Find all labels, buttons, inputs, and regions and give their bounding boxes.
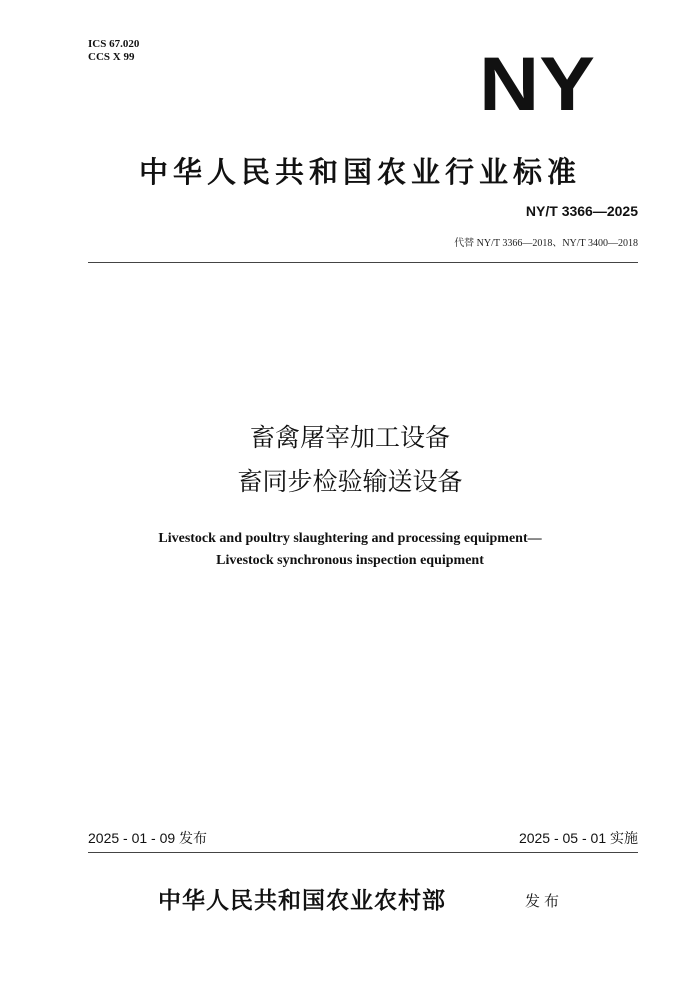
replaces-note: 代替 NY/T 3366—2018、NY/T 3400—2018 (454, 238, 638, 249)
classification-codes (88, 38, 139, 64)
header-divider (88, 262, 638, 263)
issuing-label: 发布 (525, 892, 564, 910)
chinese-title-line-2: 畜同步检验输送设备 (237, 467, 463, 496)
standard-category-title: 中华人民共和国农业行业标准 (138, 155, 581, 189)
english-title-line-2: Livestock synchronous inspection equipment (216, 553, 484, 568)
ny-logo-text: NY (479, 50, 595, 114)
english-title-line-1: Livestock and poultry slaughtering and processing equipment— (158, 531, 542, 546)
footer-divider (88, 852, 638, 853)
standard-number: NY/T 3366—2025 (525, 203, 638, 219)
ny-logo (478, 50, 596, 114)
ccs-code: CCS X 99 (88, 51, 135, 63)
ics-code: ICS 67.020 (88, 38, 140, 50)
issuing-authority: 中华人民共和国农业农村部 (158, 887, 446, 914)
implementation-date: 2025 - 05 - 01 实施 (518, 830, 638, 846)
chinese-title-line-1: 畜禽屠宰加工设备 (249, 423, 450, 452)
issue-date: 2025 - 01 - 09 发布 (88, 830, 208, 846)
